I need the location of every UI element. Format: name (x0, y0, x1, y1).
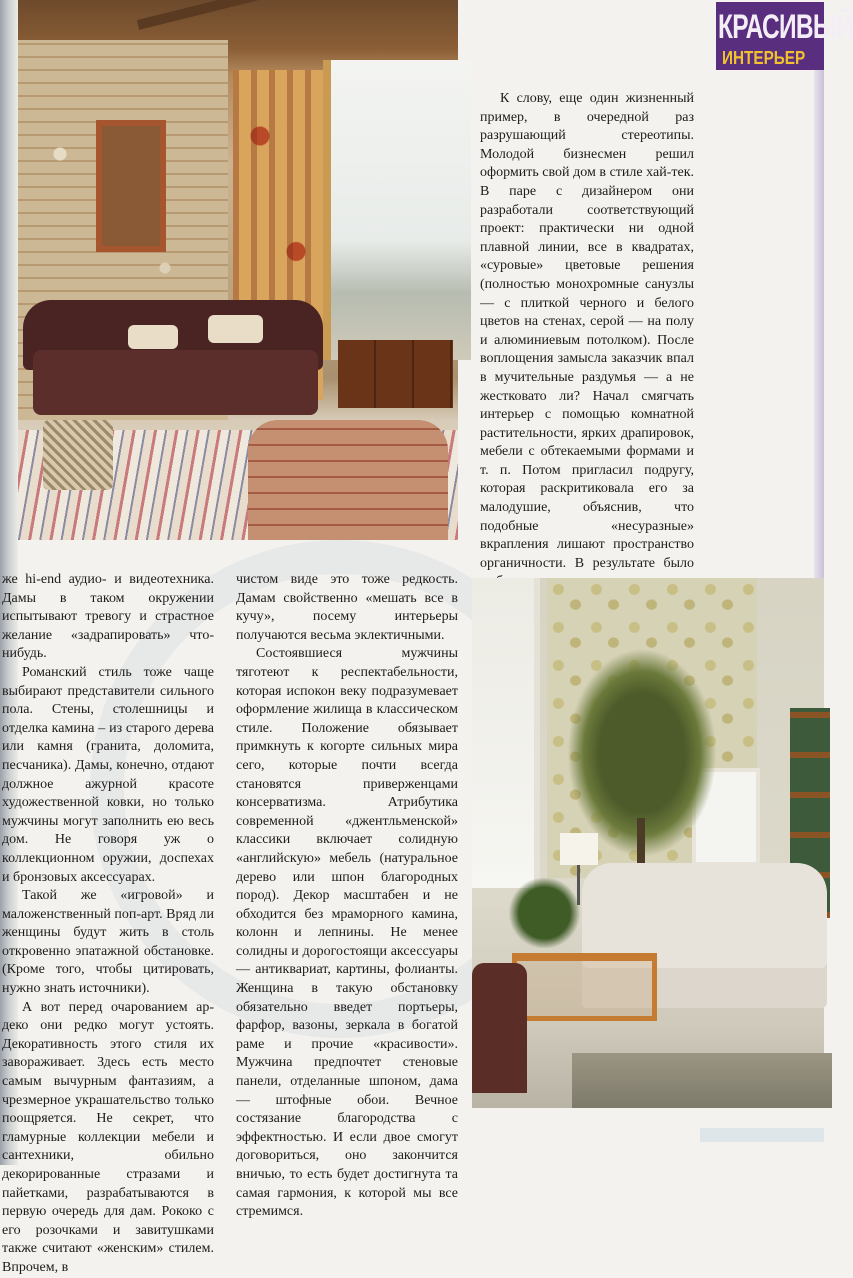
page-bottom-strip (700, 1128, 824, 1142)
tall-window (472, 578, 540, 888)
article-paragraph: Романский стиль тоже чаще выбирают представители сильного пола. Стены, столешницы и отделка камина – из старого дерева или камня (гранита, доломита, песчаника). Дамы, конечно, отдают должное ажурной красоте художественной ковки, но только мужчины могут заполнить ею весь дом. Не говоря уж о коллекционном оружии, доспехах и бронзовых аксессуарах. (2, 664, 214, 885)
cushion (208, 315, 263, 343)
coffee-table (512, 953, 657, 1021)
photo-living-room-light-sofa (472, 578, 824, 1108)
window (323, 60, 471, 360)
page-right-edge (814, 70, 824, 590)
leather-sofa-seat (33, 350, 318, 415)
photo-living-room-leather-sofa (18, 0, 458, 540)
chest-of-drawers (338, 340, 453, 408)
rubric-title: КРАСИВЫЙ (718, 8, 853, 46)
ceiling-beam (137, 0, 392, 30)
wall-niche (96, 120, 166, 252)
article-paragraph: Такой же «игровой» и маложенственный поп-арт. Вряд ли женщины будут жить в столь откровенно эпатажной обстановке. (Кроме того, чтобы цитировать, нужно знать источники). (2, 888, 215, 997)
cushion (128, 325, 178, 349)
floor-rug (572, 1053, 832, 1108)
article-paragraph: А вот перед очарованием ар-деко они редко могут устоять. Декоративность этого стиля их завораживает. Здесь есть место самым вычурным фантазиям, а чрезмерное украшательство только поощряется. Не секрет, что гламурные коллекции мебели и сантехники, обильно декорированные стразами и пайетками, разрабатываются в первую очередь для дам. Рококо с его розочками и завитушками также считают «женским» стилем. Впрочем, в (2, 999, 214, 1275)
table-lamp-shade (560, 833, 598, 865)
checked-armchair (248, 420, 448, 540)
leather-armchair (472, 963, 527, 1093)
fern-plant (507, 878, 582, 948)
article-paragraph: же hi-end аудио- и видеотехника. Дамы в таком окружении испытывают тревогу и страстное желание «задрапировать» что-нибудь. (2, 572, 214, 662)
article-column-left (2, 571, 214, 1278)
magazine-basket (43, 420, 113, 490)
intro-paragraph-text: К слову, еще один жизненный пример, в очередной раз разрушающий стереотипы. Молодой бизнесмен решил оформить свой дом в стиле хай-тек. В паре с дизайнером они разработали соответствующий проект: практически ни одной плавной линии, все в квадратах, «суровые» цветовые решения (полностью монохромные санузлы — с плиткой черного и белого цветов на стенах, серой — на полу и алюминиевым потолком). После воплощения замысла заказчик впал в мучительные раздумья — а не жестковато ли? Начал смягчать интерьер с помощью комнатной растительности, ярких драпировок, мебели с обтекаемыми формами и т. п. Потом пригласил подругу, которая раскритиковала его за малодушие, объяснив, что подобные «несуразные» вкрапления лишают пространство органичности. В результате было (480, 91, 694, 571)
article-paragraph: чистом виде это тоже редкость. Дамам свойственно «мешать все в кучу», посему интерьеры получаются весьма эклектичными. (236, 572, 458, 643)
article-paragraph: Состоявшиеся мужчины тяготеют к респектабельности, которая испокон веку подразумевает оформление жилища в классическом стиле. Положение обязывает примкнуть к когорте сильных мира сего, которые почти всегда становятся приверженцами консерватизма. Атрибутика современной «джентльменской» классики включает солидную «английскую» мебель (натуральное дерево или шпон благородных пород). Декор масштабен и не обходится без мраморного камина, колонн и лепнины. Не менее солидны и дорогостоящи аксессуары — антиквариат, картины, фолианты. Женщина в такую обстановку обязательно введет портьеры, фарфор, вазоны, зеркала в богатой раме и прочие «красивости». Мужчина предпочтет стеновые панели, отделанные шпоном, дама — штофные обои. Вечное состязание благородства с эффектностью. И если двое смогут договориться, оно закончится вничью, то есть будет достигнута та самая гармония, к которой мы все стремимся. (236, 646, 458, 1220)
article-column-middle (236, 571, 458, 1222)
rubric-subtitle: ИНТЕРЬЕР (722, 48, 806, 68)
section-rubric (716, 2, 853, 70)
